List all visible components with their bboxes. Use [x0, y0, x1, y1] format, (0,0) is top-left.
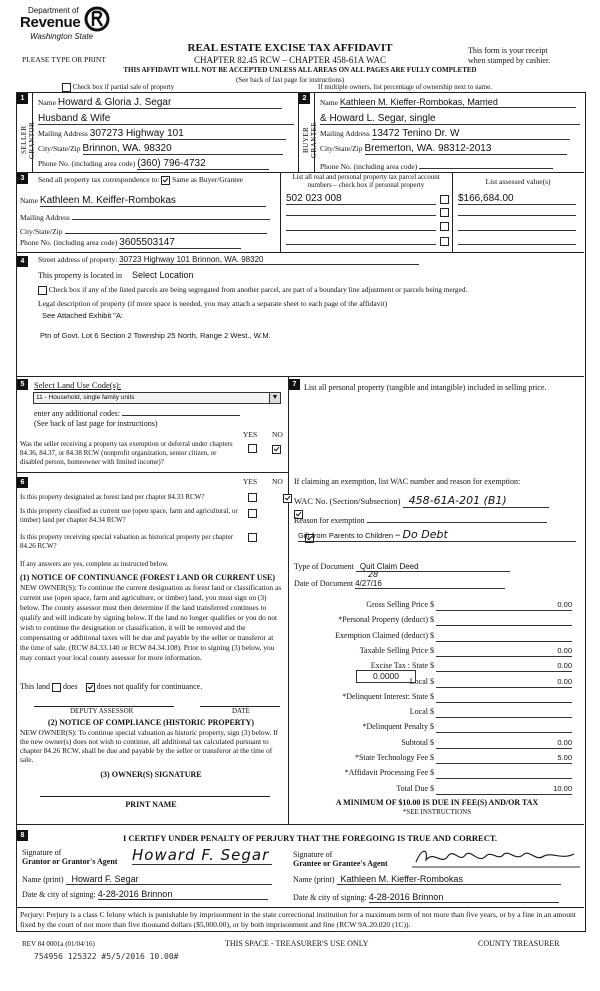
s3-city-row	[20, 224, 276, 236]
segregated-row	[38, 285, 467, 295]
grantor-sig-label	[22, 848, 117, 866]
buyer-phone-value[interactable]	[419, 158, 553, 169]
assessed-header: List assessed value(s)	[485, 177, 551, 186]
divider-left-right	[288, 376, 289, 824]
s3-name-value[interactable]: Kathleen M. Keiffer-Rombokas	[40, 195, 266, 207]
buyer-grantee-label: BUYER GRANTEE	[302, 121, 318, 159]
seller-phone-label: Phone No. (including area code)	[38, 159, 136, 168]
grantee-date-value[interactable]: 4-28-2016 Brinnon	[369, 892, 559, 903]
tax-row	[296, 753, 576, 765]
compliance-text: NEW OWNER(S): To continue special valuation as historic property, sign (3) below. If the new owner(s) does not wish to continue, all additional tax calculated pursuant to chapter 84.26 RCW, shall be due and payable by the seller or transferor at the time of sale.	[20, 728, 279, 764]
tax-row-value[interactable]: 5.00	[436, 753, 572, 764]
located-row	[38, 270, 194, 280]
land-use-select[interactable]	[33, 392, 281, 404]
section-5-badge: 5	[17, 379, 28, 390]
street-row	[38, 255, 419, 265]
grantee-name-value[interactable]: Kathleen M. Kieffer-Rombokas	[337, 874, 561, 885]
tax-row	[296, 738, 576, 750]
seller-phone-value[interactable]: (360) 796-4732	[137, 158, 269, 170]
grantor-name-label: Name (print)	[22, 875, 64, 884]
tax-row-label: *Personal Property (deduct) $	[338, 615, 434, 625]
s3-phone-row	[20, 237, 276, 249]
street-label: Street address of property:	[38, 255, 118, 264]
send-correspondence-row	[38, 175, 243, 185]
seller-grantor-label: SELLER GRANTOR	[20, 121, 36, 159]
seller-phone-row	[38, 158, 294, 170]
tax-row-label: Local $	[409, 676, 434, 686]
tax-row-label: *Delinquent Interest: State $	[342, 691, 434, 701]
reason-hand-prefix: –	[395, 528, 401, 541]
grantor-name-value[interactable]: Howard F. Segar	[66, 874, 272, 885]
tax-row	[296, 722, 576, 734]
tax-row-value[interactable]	[436, 707, 572, 718]
receipt-line-2: when stamped by cashier.	[468, 56, 551, 65]
multiple-owners-note: If multiple owners, list percentage of ownership next to name.	[318, 83, 492, 91]
tax-row-value[interactable]	[436, 615, 572, 626]
s6-yes-header: YES	[243, 477, 258, 486]
local-rate-value: 0.0000	[373, 671, 399, 681]
divider-3-parcel	[280, 172, 281, 252]
segregated-checkbox[interactable]	[38, 286, 47, 295]
tax-row-value[interactable]: 0.00	[436, 661, 572, 672]
reason-line[interactable]	[367, 513, 547, 523]
exhibit-ref: See Attached Exhibit "A:	[42, 311, 124, 320]
buyer-mailing-value[interactable]: 13472 Tenino Dr. W	[372, 128, 570, 140]
tax-row-value[interactable]: 0.00	[436, 600, 572, 611]
tax-row	[296, 631, 576, 643]
seller-city-label: City/State/Zip	[38, 144, 81, 153]
county-treasurer: COUNTY TREASURER	[478, 939, 560, 948]
grantee-signature[interactable]	[412, 846, 580, 868]
tax-row-label: Taxable Selling Price $	[359, 645, 434, 655]
personal-property-checkbox-3[interactable]	[440, 222, 449, 231]
doc-date-label: Date of Document	[294, 579, 354, 588]
this-land-label: This land	[20, 682, 50, 691]
minimum-due: A MINIMUM OF $10.00 IS DUE IN FEE(S) AND/OR TAX	[335, 798, 539, 807]
deputy-date-label: DATE	[232, 707, 250, 715]
s6-any-yes: If any answers are yes, complete as instructed below.	[20, 560, 169, 568]
reason-row	[294, 513, 547, 525]
same-as-buyer-checkbox[interactable]	[161, 176, 170, 185]
seller-name-value[interactable]: Howard & Gloria J. Segar	[58, 97, 282, 109]
send-correspondence-label: Send all property tax correspondence to:	[38, 175, 160, 184]
tax-row-label: Exemption Claimed (deduct) $	[335, 630, 434, 640]
section-6-badge: 6	[17, 477, 28, 488]
s5-no-checkbox[interactable]	[272, 445, 281, 454]
grantor-date-value[interactable]: 4-28-2016 Brinnon	[98, 889, 268, 900]
s3-mailing-row	[20, 210, 276, 222]
buyer-name-row	[320, 97, 580, 108]
buyer-phone-label: Phone No. (including area code)	[320, 162, 418, 171]
qualify-label: qualify for continuance.	[125, 682, 203, 691]
tax-row-value[interactable]: 0.00	[436, 738, 572, 749]
tax-row-value[interactable]	[436, 692, 572, 703]
seller-mailing-label: Mailing Address	[38, 129, 88, 138]
see-back: (See back of last page for instructions)	[235, 76, 345, 84]
divider-section-6	[16, 472, 288, 473]
owner-signature-line[interactable]	[40, 796, 270, 797]
tax-row	[296, 784, 576, 796]
doc-date-value[interactable]: 4/27/16	[355, 579, 505, 589]
personal-property-checkbox-1[interactable]	[440, 195, 449, 204]
reason-value[interactable]: Gift from Parents to Children	[298, 531, 394, 540]
s3-name-label: Name	[20, 196, 38, 205]
s6-q1: Is this property designated as forest land per chapter 84.33 RCW?	[20, 493, 205, 501]
receipt-note	[468, 46, 550, 66]
seller-name2-value[interactable]: Husband & Wife	[38, 113, 294, 125]
tax-row	[296, 677, 576, 689]
s5-see-back: (See back of last page for instructions)	[34, 419, 158, 428]
section-4-badge: 4	[17, 256, 28, 267]
seller-name-row	[38, 97, 294, 109]
tax-row	[296, 600, 576, 612]
grantee-sig-label	[293, 850, 388, 868]
print-name-label: PRINT NAME	[125, 800, 177, 809]
section-2-badge: 2	[299, 93, 310, 104]
buyer-phone-row	[320, 158, 580, 171]
land-use-value: 11 - Household, single family units	[36, 394, 135, 401]
certify-statement: I CERTIFY UNDER PENALTY OF PERJURY THAT THE FOREGOING IS TRUE AND CORRECT.	[122, 833, 497, 843]
form-warning: THIS AFFIDAVIT WILL NOT BE ACCEPTED UNLESS ALL AREAS ON ALL PAGES ARE FULLY COMPLETED	[123, 66, 477, 74]
parcel-header: List all real and personal property tax parcel account numbers – check box if personal property	[292, 173, 440, 189]
exemption-label: If claiming an exemption, list WAC number and reason for exemption:	[294, 477, 521, 486]
s6-q2-yes-checkbox[interactable]	[248, 509, 257, 518]
tax-row-label: *Delinquent Penalty $	[362, 722, 434, 732]
doc-type-value[interactable]: Quit Claim Deed	[356, 562, 510, 572]
qualify-row	[20, 682, 202, 692]
dor-logo-icon	[84, 6, 110, 32]
buyer-mailing-label: Mailing Address	[320, 129, 370, 138]
tax-row-label: Total Due $	[396, 783, 434, 793]
partial-sale-row[interactable]	[62, 83, 174, 92]
parcel-line-4[interactable]	[286, 243, 436, 245]
doc-type-row	[294, 562, 510, 572]
wac-value[interactable]: 458-61A-201 (B1)	[403, 494, 549, 508]
chevron-down-icon[interactable]: ▼	[269, 393, 280, 403]
doc-type-label: Type of Document	[294, 562, 354, 571]
wac-label: WAC No. (Section/Subsection)	[294, 496, 401, 506]
partial-sale-checkbox[interactable]	[62, 83, 71, 92]
divider-section-5	[16, 376, 584, 377]
s5-yes-header: YES	[243, 430, 258, 439]
s6-q2: Is this property classified as current use (open space, farm and agricultural, or timber) land per chapter 84.34 RCW?	[20, 507, 238, 524]
cashier-stamp: 754956 125322 #5/5/2016 10.00#	[34, 952, 179, 961]
compliance-title: (2) NOTICE OF COMPLIANCE (HISTORIC PROPERTY)	[47, 718, 255, 727]
section-1-badge: 1	[17, 93, 28, 104]
tax-row-label: *State Technology Fee $	[354, 753, 434, 762]
reason-value-row	[298, 528, 576, 542]
divider-1-2	[298, 93, 299, 173]
section-3-badge: 3	[17, 173, 28, 184]
s6-q3: Is this property receiving special valuation as historical property per chapter 84.26 RCW?	[20, 533, 234, 550]
section-8-badge: 8	[17, 830, 28, 841]
continuance-text: NEW OWNER(S): To continue the current designation as forest land or classification as current use (open space, farm and agriculture, or timber) land, you must sign on (3) below. The county assessor must then determine if the land transferred continues to qualify and will indicate by signing below. If the land no longer qualifies or you do not wish to continue the designation or classification, it will be removed and the compensating or additional taxes will be due and payable by the seller or transferor at the time of sale. (RCW 84.33.140 or RCW 84.34.108). Prior to signing (3) below, you may contact your local county assessor for more information.	[20, 583, 282, 662]
owner-signature-label: (3) OWNER(S) SIGNATURE	[100, 770, 202, 779]
does-not-label: does not	[96, 682, 124, 691]
tax-row-label: Excise Tax : State $	[370, 661, 434, 671]
s5-no-header: NO	[272, 430, 283, 439]
treasurer-space: THIS SPACE - TREASURER'S USE ONLY	[225, 939, 369, 948]
tax-row-label: Local $	[409, 707, 434, 717]
form-title: REAL ESTATE EXCISE TAX AFFIDAVIT	[187, 42, 393, 54]
buyer-mailing-row	[320, 128, 580, 140]
grantee-name-label: Name (print)	[293, 875, 335, 884]
does-not-checkbox[interactable]	[86, 683, 95, 692]
seller-mailing-row	[38, 128, 294, 140]
rev-number: REV 84 0001a (01/04/16)	[22, 940, 95, 948]
tax-row-label: Subtotal $	[401, 737, 434, 747]
seller-city-row	[38, 143, 294, 155]
date-correction: 28	[368, 570, 379, 579]
tax-row-value[interactable]	[436, 722, 572, 733]
revenue-wordmark: Revenue	[20, 14, 81, 31]
assessed-line-3[interactable]	[458, 229, 576, 231]
s3-city-value[interactable]	[65, 224, 267, 234]
divider-section-4	[16, 252, 584, 253]
segregated-label: Check box if any of the listed parcels are being segregated from another parcel, are part of a boundary line adjustment or parcels being merged.	[48, 285, 468, 294]
grantor-name-row	[22, 874, 272, 885]
divider-perjury	[16, 907, 584, 908]
dept-of: Department of	[28, 6, 79, 15]
seller-name-label: Name	[38, 98, 56, 107]
buyer-name-label: Name	[320, 98, 338, 107]
grantee-date-label: Date & city of signing:	[293, 893, 367, 902]
same-as-buyer-label: Same as Buyer/Grantee	[172, 175, 243, 184]
divider-buyer-side	[314, 93, 315, 173]
parcel-line-3[interactable]	[286, 229, 436, 231]
grantor-sig-label-2: Grantor or Grantor's Agent	[22, 857, 118, 866]
s5-yes-checkbox[interactable]	[248, 444, 257, 453]
street-value[interactable]: 30723 Highway 101 Brinnon, WA. 98320	[119, 255, 419, 265]
tax-row	[296, 615, 576, 627]
personal-property-checkbox-4[interactable]	[440, 237, 449, 246]
tax-row-value[interactable]	[436, 768, 572, 779]
seller-mailing-value[interactable]: 307273 Highway 101	[90, 128, 286, 140]
section-7-badge: 7	[289, 379, 300, 390]
s3-phone-label: Phone No. (including area code)	[20, 238, 118, 247]
s6-q1-yes-checkbox[interactable]	[248, 493, 257, 502]
receipt-line-1: This form is your receipt	[468, 46, 548, 55]
located-label: This property is located in	[38, 271, 122, 280]
personal-property-checkbox-2[interactable]	[440, 208, 449, 217]
assessed-value[interactable]: $166,684.00	[458, 193, 576, 205]
partial-sale-label: Check box if partial sale of property	[72, 83, 175, 92]
perjury-text: Perjury: Perjury is a class C felony which is punishable by imprisonment in the state correctional institution for a maximum term of not more than five years, or by a fine in an amount fixed by the court of not more than five thousand dollars ($5,000.00), or by both imprisonment and fine (RCW 9A.20.020 (1C)).	[20, 910, 576, 929]
legal-description[interactable]: Ptn of Govt. Lot 6 Section 2 Township 25 North, Range 2 West., W.M.	[40, 331, 271, 340]
tax-row	[296, 768, 576, 780]
dor-logo	[20, 6, 130, 46]
tax-row	[296, 707, 576, 719]
seller-city-value[interactable]: Brinnon, WA. 98320	[83, 143, 283, 155]
assessed-line-2[interactable]	[458, 214, 576, 216]
perjury-notice	[20, 910, 580, 930]
parcel-number[interactable]: 502 023 008	[286, 193, 436, 205]
tax-row-value[interactable]: 0.00	[436, 677, 572, 688]
s3-city-label: City/State/Zip	[20, 227, 63, 236]
washington-state: Washington State	[30, 32, 94, 41]
tax-row	[296, 661, 576, 673]
please-type: PLEASE TYPE OR PRINT	[22, 55, 106, 64]
s3-mailing-value[interactable]	[72, 210, 270, 220]
local-rate-box[interactable]	[356, 670, 416, 683]
buyer-city-label: City/State/Zip	[320, 144, 363, 153]
tax-row	[296, 692, 576, 704]
divider-seller-side	[32, 93, 33, 173]
does-label: does	[63, 682, 78, 691]
grantee-name-row	[293, 874, 561, 885]
buyer-name-value[interactable]: Kathleen M. Kieffer-Rombokas, Married	[340, 97, 576, 108]
wac-row	[294, 494, 549, 508]
tax-row	[296, 646, 576, 658]
divider-3-assessed	[452, 172, 453, 252]
grantee-sig-label-1: Signature of	[293, 850, 333, 859]
form-chapter: CHAPTER 82.45 RCW – CHAPTER 458-61A WAC	[194, 55, 386, 65]
additional-codes-label: enter any additional codes:	[34, 409, 120, 418]
additional-codes-field[interactable]	[122, 406, 240, 416]
land-use-label: Select Land Use Code(s):	[34, 380, 122, 390]
s3-phone-value[interactable]: 3605503147	[119, 237, 241, 249]
s6-q1-no-checkbox[interactable]	[283, 494, 292, 503]
continuance-title: (1) NOTICE OF CONTINUANCE (FOREST LAND OR CURRENT USE)	[20, 573, 275, 582]
grantee-date-row	[293, 892, 559, 903]
grantor-date-label: Date & city of signing:	[22, 890, 96, 899]
grantor-sig-label-1: Signature of	[22, 848, 62, 857]
personal-property-list-label: List all personal property (tangible and intangible) included in selling price.	[304, 383, 547, 392]
reason-hand-note: Do Debt	[402, 528, 448, 541]
buyer-city-row	[320, 143, 580, 155]
assessed-line-4[interactable]	[458, 243, 576, 245]
grantor-signature[interactable]: Howard F. Segar	[132, 846, 272, 865]
tax-row-value[interactable]	[436, 631, 572, 642]
doc-date-row	[294, 579, 505, 589]
located-select[interactable]: Select Location	[131, 270, 194, 280]
tax-row-value[interactable]: 0.00	[436, 646, 572, 657]
s3-mailing-label: Mailing Address	[20, 213, 70, 222]
s3-name-row	[20, 195, 276, 207]
legal-label: Legal description of property (if more space is needed, you may attach a separate sheet to each page of the affidavit)	[38, 299, 388, 308]
reason-label: Reason for exemption	[294, 516, 365, 525]
see-instructions: *SEE INSTRUCTIONS	[402, 808, 472, 816]
tax-row-label: Gross Selling Price $	[366, 600, 434, 609]
tax-row-label: *Affidavit Processing Fee $	[344, 768, 434, 778]
s6-no-header: NO	[272, 477, 283, 486]
deputy-label: DEPUTY ASSESSOR	[70, 707, 134, 715]
buyer-name2-value[interactable]: & Howard L. Segar, single	[320, 113, 580, 125]
tax-row-value[interactable]: 10.00	[436, 784, 572, 795]
s5-question: Was the seller receiving a property tax exemption or deferral under chapters 84.36, 84.37, or 84.38 RCW (nonprofit organization, senior citizen, or disabled person, homeowner with limited income)?	[20, 440, 233, 466]
does-checkbox[interactable]	[52, 683, 61, 692]
s6-q3-yes-checkbox[interactable]	[248, 533, 257, 542]
parcel-line-2[interactable]	[286, 214, 436, 216]
additional-codes-row	[34, 406, 240, 418]
buyer-city-value[interactable]: Bremerton, WA. 98312-2013	[365, 143, 567, 155]
divider-section-8	[16, 824, 584, 825]
grantor-date-row	[22, 889, 268, 900]
grantee-sig-label-2: Grantee or Grantee's Agent	[293, 859, 388, 868]
